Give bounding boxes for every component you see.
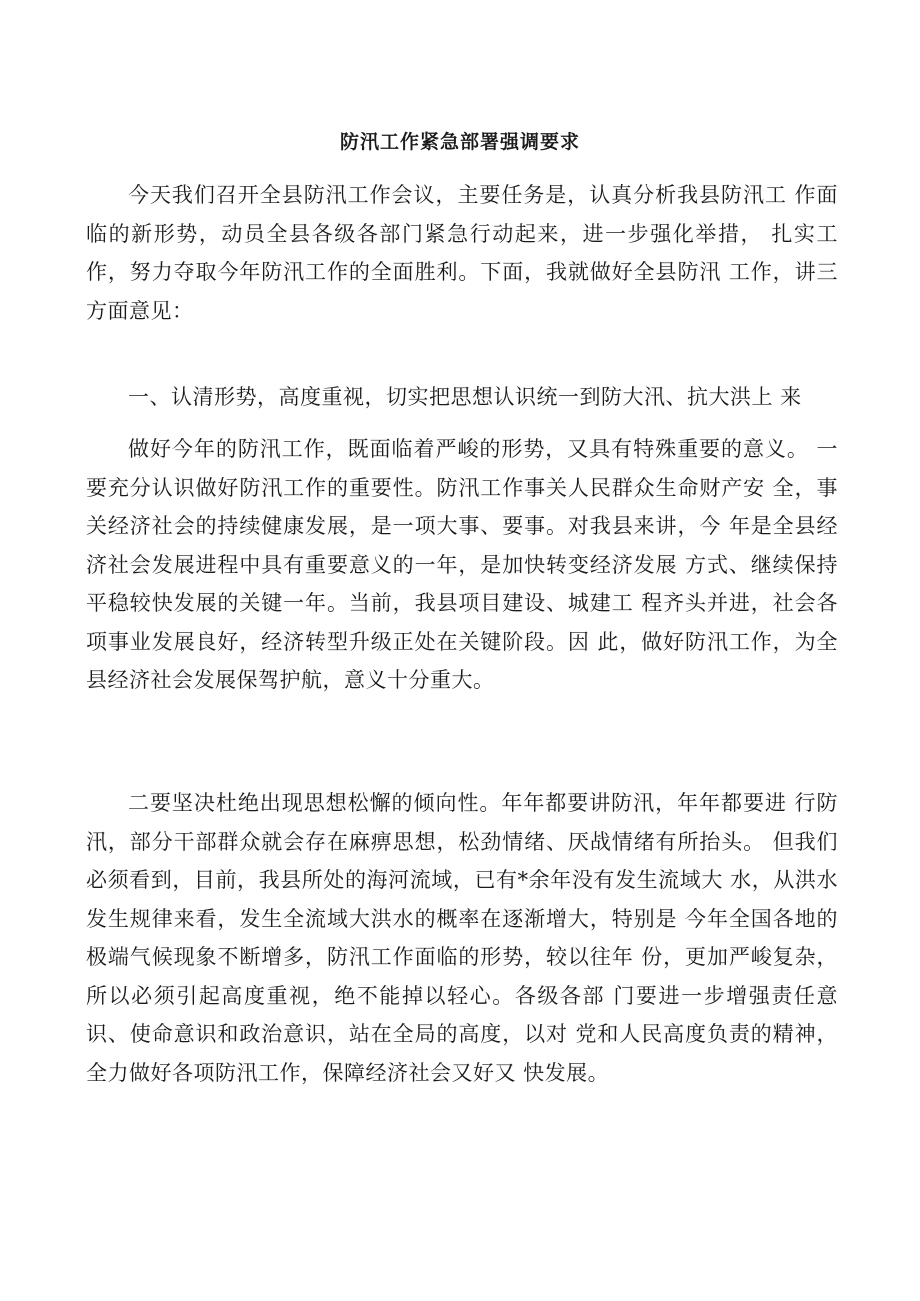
- section-heading-1: 一、认清形势，高度重视，切实把思想认识统一到防大汛、抗大洪上 来: [128, 385, 802, 409]
- body-paragraph-importance: 做好今年的防汛工作，既面临着严峻的形势，又具有特殊重要的意义。 一要充分认识做好防汛工作的重要性。防汛工作事关人民群众生命财产安 全，事关经济社会的持续健康发展，是一项大事、要事。对我县来讲，今 年是全县经济社会发展进程中具有重要意义的一年，是加快转变经济发展 方式、继续保持平稳较快发展的关键一年。当前，我县项目建设、城建工 程齐头并进，社会各项事业发展良好，经济转型升级正处在关键阶段。因 此，做好防汛工作，为全县经济社会发展保驾护航，意义十分重大。: [86, 437, 838, 692]
- document-title: 防汛工作紧急部署强调要求: [339, 131, 580, 153]
- intro-paragraph: 今天我们召开全县防汛工作会议，主要任务是，认真分析我县防汛工 作面临的新形势，动员全县各级各部门紧急行动起来，进一步强化举措， 扎实工作，努力夺取今年防汛工作的全面胜利。下面，我就做好全县防汛 工作，讲三方面意见：: [86, 183, 838, 323]
- body-paragraph-vigilance: 二要坚决杜绝出现思想松懈的倾向性。年年都要讲防汛，年年都要进 行防汛，部分干部群众就会存在麻痹思想，松劲情绪、厌战情绪有所抬头。 但我们必须看到，目前，我县所处的海河流域，已有*余年没有发生流域大 水，从洪水发生规律来看，发生全流域大洪水的概率在逐渐增大，特别是 今年全国各地的极端气候现象不断增多，防汛工作面临的形势，较以往年 份，更加严峻复杂，所以必须引起高度重视，绝不能掉以轻心。各级各部 门要进一步增强责任意识、使命意识和政治意识，站在全局的高度，以对 党和人民高度负责的精神，全力做好各项防汛工作，保障经济社会又好又 快发展。: [86, 791, 838, 1085]
